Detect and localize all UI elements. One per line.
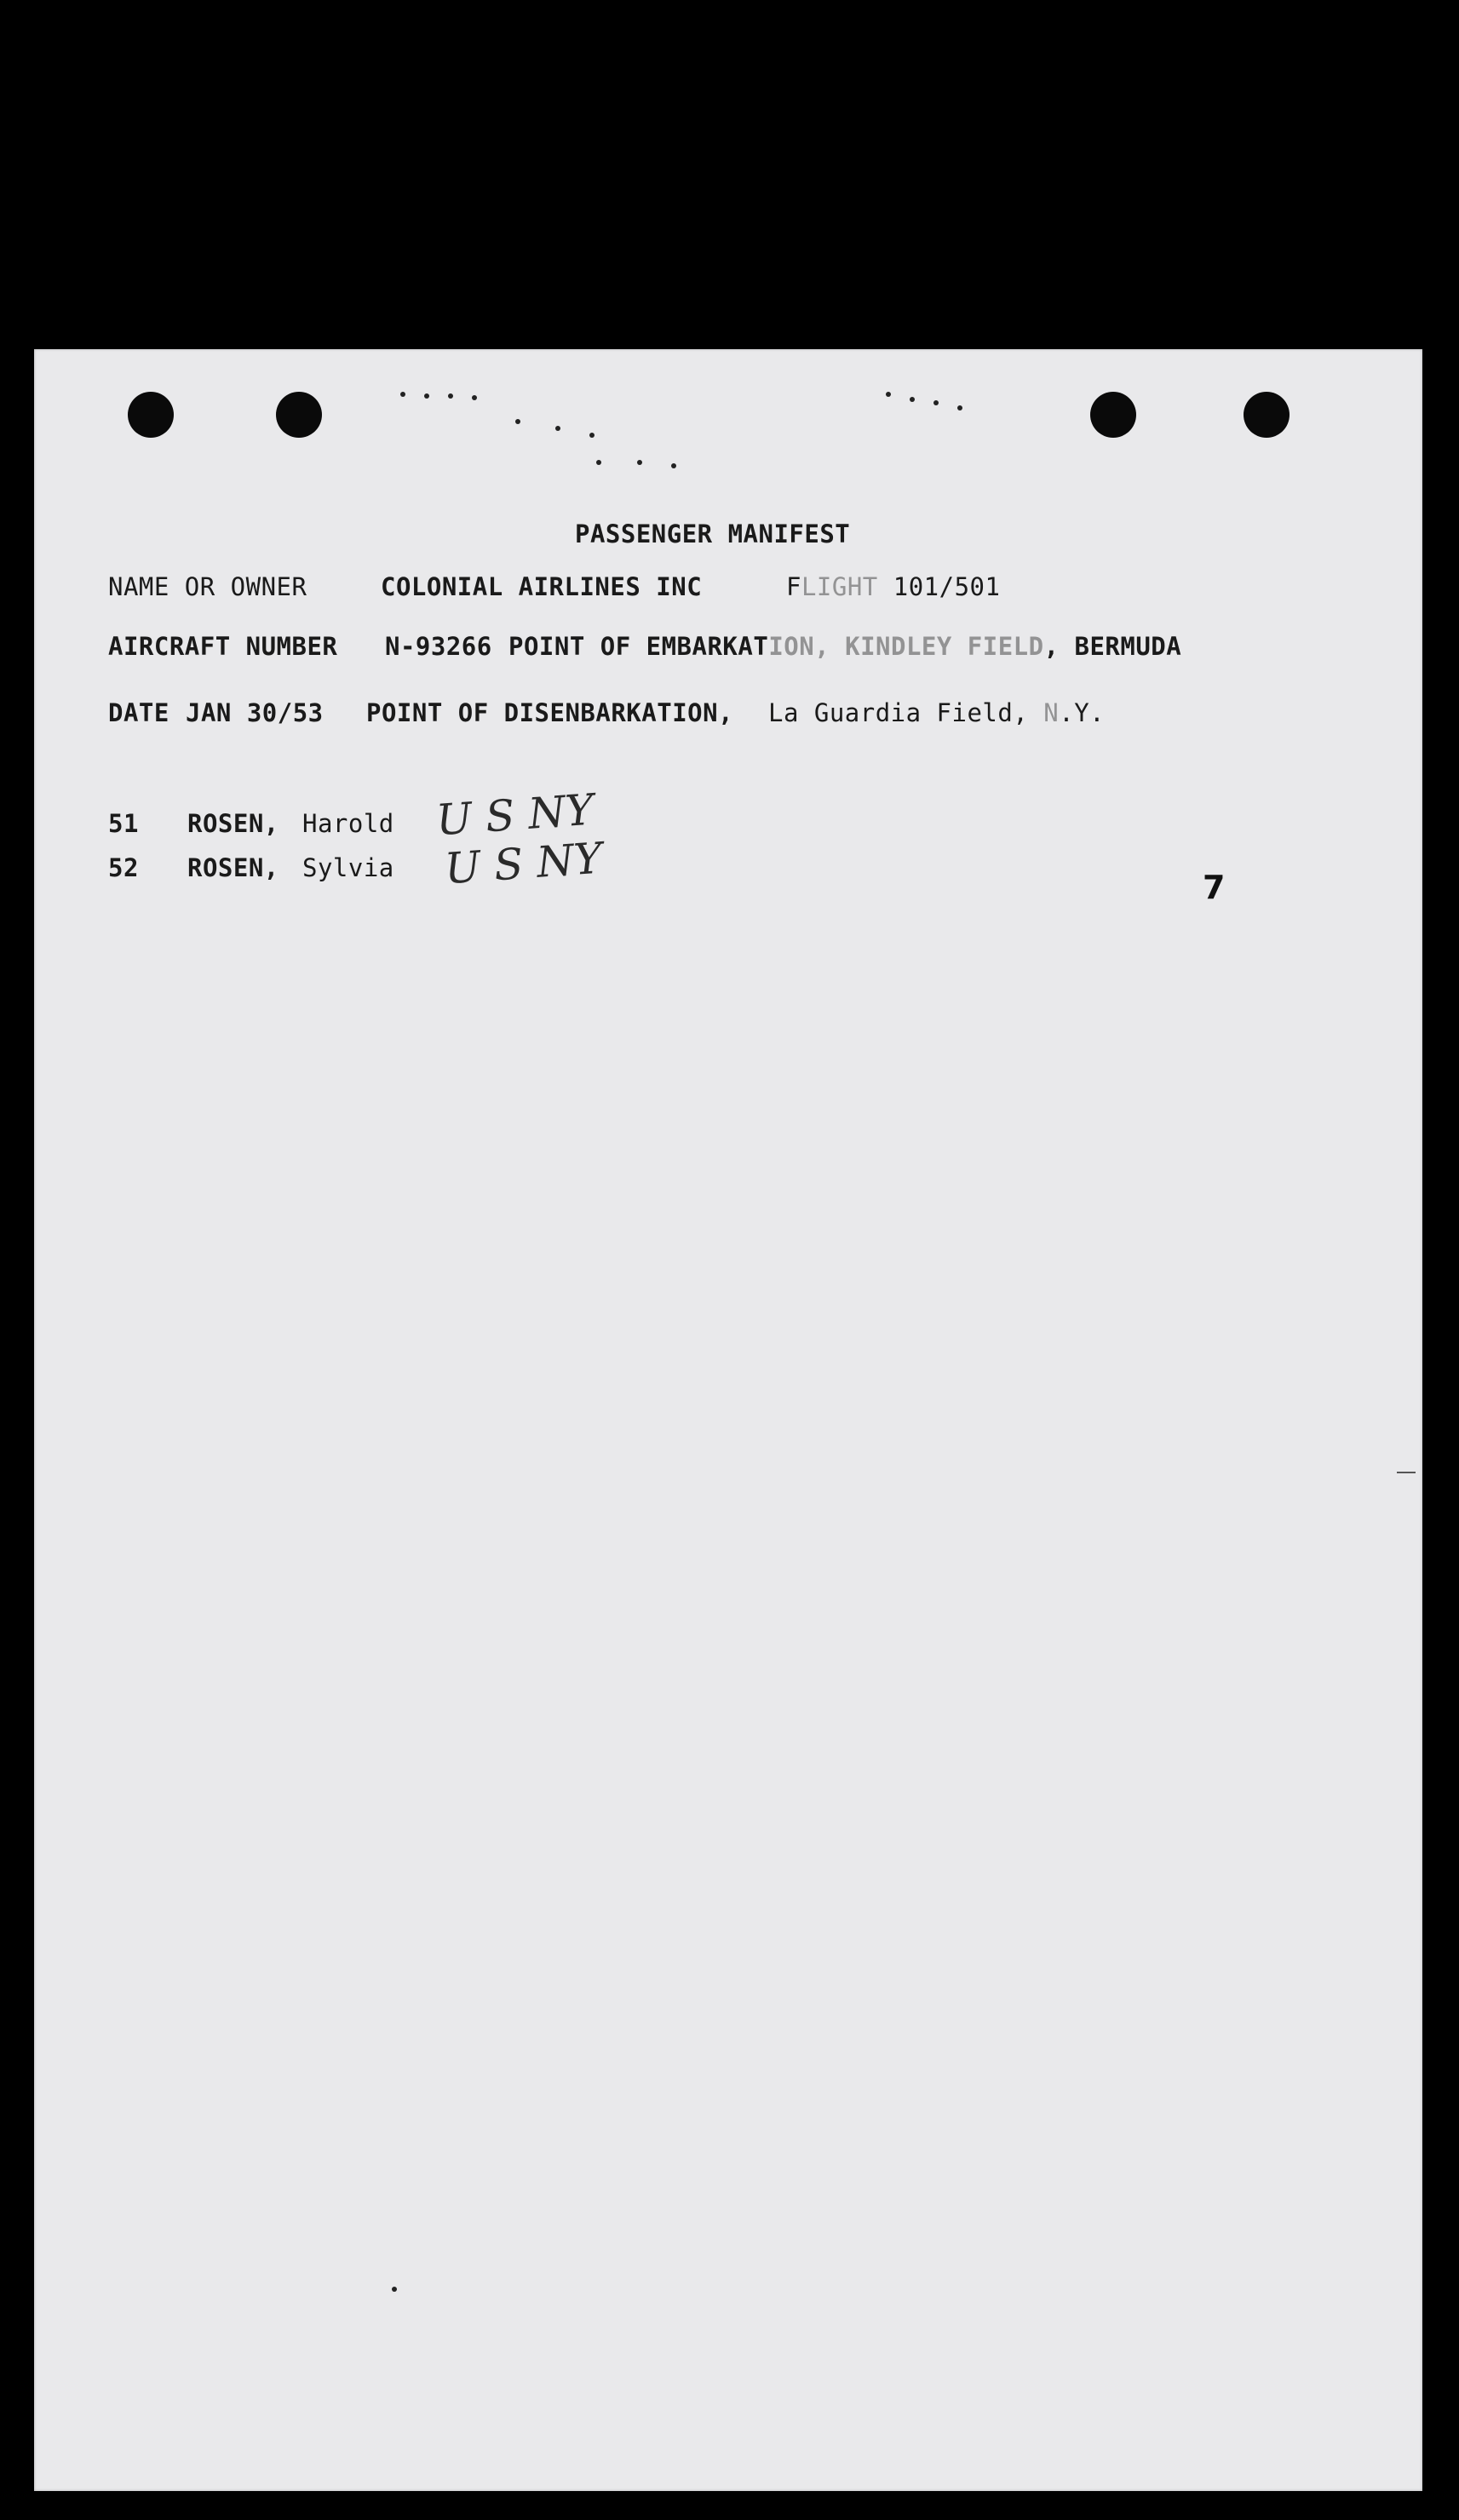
disembarkation-obscured-text: N [1043,698,1060,727]
embarkation-value: , BERMUDA [1043,632,1182,661]
punch-hole-4 [1244,392,1290,438]
speck [472,395,477,400]
speck [957,405,962,410]
speck [596,460,601,465]
speck [886,392,891,397]
passenger-number: 52 [108,853,139,882]
aircraft-value: N-93266 [385,632,492,661]
owner-value: COLONIAL AIRLINES INC [381,572,703,601]
passenger-surname: ROSEN, [187,809,279,838]
page-number: 7 [1203,869,1226,906]
speck [400,392,405,397]
disembarkation-label: POINT OF DISENBARKATION, [366,698,734,727]
speck [448,393,453,399]
disembarkation-suffix: .Y. [1059,698,1106,727]
passenger-number: 51 [108,809,139,838]
punch-hole-2 [276,392,322,438]
disembarkation-place [768,698,1105,727]
speck [671,463,676,468]
speck [392,2287,397,2292]
speck [555,426,560,431]
passenger-annotation: U S NY [443,833,604,894]
speck [933,400,939,405]
manifest-page [34,349,1422,2491]
speck [589,433,595,438]
passenger-given-name: Sylvia [302,853,394,882]
punch-hole-1 [128,392,174,438]
flight-prefix: F [786,572,801,601]
embarkation [508,632,1181,661]
aircraft-label: AIRCRAFT NUMBER [108,632,338,661]
speck [424,393,429,399]
passenger-annotation: U S NY [434,784,595,846]
page-title: PASSENGER MANIFEST [575,519,851,548]
owner-label: NAME OR OWNER [108,572,307,601]
date-label: DATE [108,698,169,727]
speck [910,397,915,402]
embarkation-label: POINT OF EMBARKAT [508,632,769,661]
passenger-given-name: Harold [302,809,394,838]
disembarkation-value: La Guardia Field, [768,698,1029,727]
punch-hole-3 [1090,392,1136,438]
flight-value: 101/501 [893,572,1001,601]
passenger-surname: ROSEN, [187,853,279,882]
date-value: JAN 30/53 [186,698,324,727]
flight-number [786,572,1000,601]
embarkation-obscured-text: ION, KINDLEY FIELD [768,632,1044,661]
speck [637,460,642,465]
flight-obscured-text: LIGHT [801,572,878,601]
speck [1397,1472,1416,1473]
speck [515,419,520,424]
